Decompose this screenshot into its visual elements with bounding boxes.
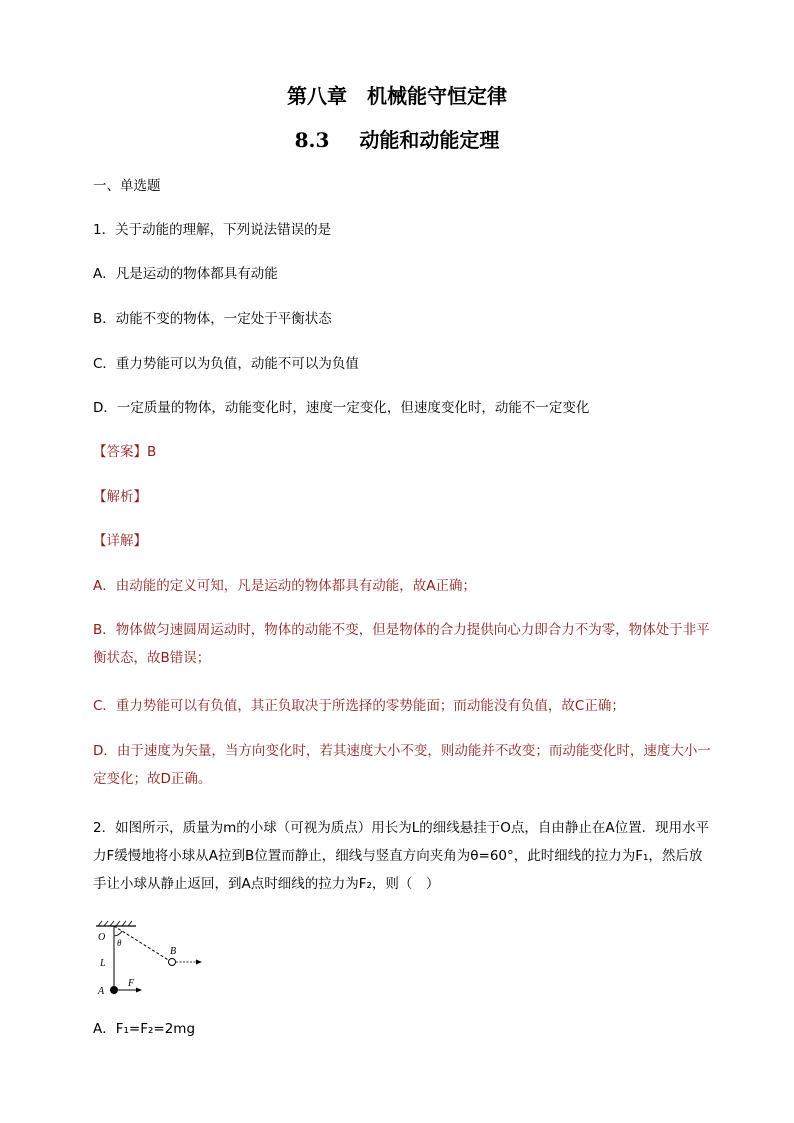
label-o: O [98,932,106,943]
q1-option-b: B．动能不变的物体，一定处于平衡状态 [93,311,332,327]
q1-option-c: C．重力势能可以为负值，动能不可以为负值 [93,356,359,372]
label-f: F [128,978,135,989]
theta-arc [114,931,122,936]
q1-option-a: A．凡是运动的物体都具有动能 [93,266,278,282]
q1-explanation-a: A．由动能的定义可知，凡是运动的物体都具有动能，故A正确； [93,578,476,594]
force-f-head [136,988,142,993]
q1-answer: 【答案】B [93,444,157,460]
q1-stem: 1．关于动能的理解，下列说法错误的是 [93,222,332,238]
section-title [0,124,794,153]
part-heading: 一、单选题 [93,178,161,194]
arrow-b-head [196,960,202,965]
deflected-string [114,926,170,961]
section-number: 8.3 [294,128,330,152]
q1-detail-label: 【详解】 [93,533,147,549]
label-b: B [170,946,177,957]
pendulum-figure [92,918,212,998]
q1-explanation-c: C．重力势能可以有负值，其正负取决于所选择的零势能面；而动能没有负值，故C正确； [93,698,625,714]
q1-analysis-label: 【解析】 [93,489,147,505]
ball-a [110,986,118,994]
ball-b [169,959,176,966]
section-name: 动能和动能定理 [359,128,500,152]
q2-stem: 2．如图所示，质量为m的小球（可视为质点）用长为L的细线悬挂于O点，自由静止在A位置．现用水平力F缓慢地将小球从A拉到B位置而静止，细线与竖直方向夹角为θ=60°，此时细线的拉力为F₁，然后放手让小球从静止返回，到A点时细线的拉力为F₂，则（ ） [93,820,710,892]
q1-explanation-b: B．物体做匀速圆周运动时，物体的动能不变，但是物体的合力提供向心力即合力不为零，物体处于非平衡状态，故B错误； [93,622,710,666]
ceiling-support [96,921,136,926]
label-l: L [100,958,106,969]
chapter-title: 第八章 机械能守恒定律 [287,84,507,108]
q1-explanation-d: D．由于速度为矢量，当方向变化时，若其速度大小不变，则动能并不改变；而动能变化时，速度大小一定变化；故D正确。 [93,743,711,787]
q2-option-a: A．F₁=F₂=2mg [93,1021,196,1037]
label-theta: θ [117,938,122,948]
q1-option-d: D．一定质量的物体，动能变化时，速度一定变化，但速度变化时，动能不一定变化 [93,400,590,416]
label-a: A [98,986,105,997]
